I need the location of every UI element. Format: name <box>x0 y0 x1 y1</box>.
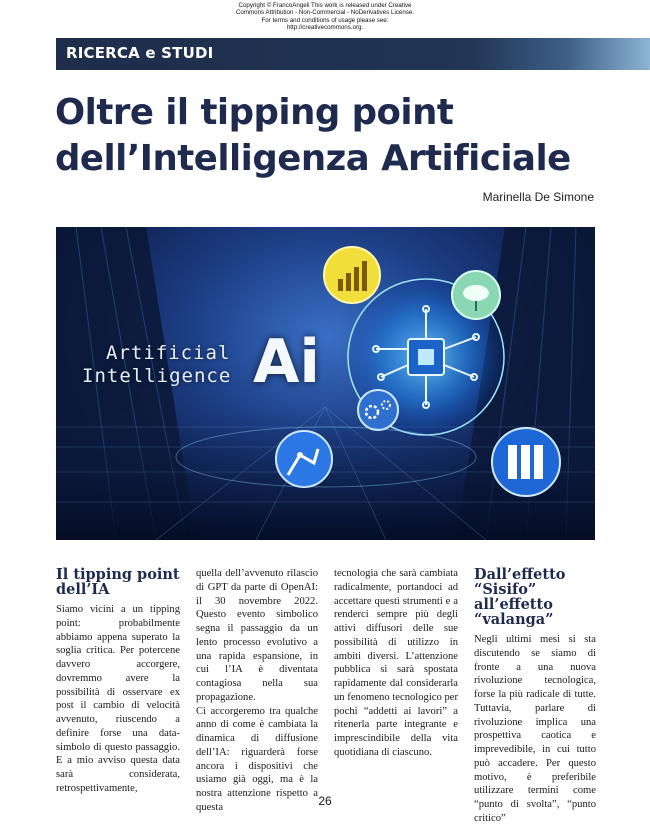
hero-image <box>56 227 595 540</box>
column-2-paragraph-1: quella dell’avvenuto rilascio di GPT da parte di OpenAI: il 30 novembre 2022. Questo evento simbolico segna il passaggio da un lento processo evolutivo a una rapida espansione, in cui l’IA è diventata contagiosa nella sua propagazione. <box>196 568 318 703</box>
chart-bubble-icon <box>324 247 380 303</box>
section-label: RICERCA e STUDI <box>66 44 214 62</box>
column-4-text: Negli ultimi mesi si sta discutendo se siamo di fronte a una nuova rivoluzione tecnologica, forse la più radicale di tutte. Tuttavia, parlare di rivoluzione implica una prospettiva caotica e imprevedibile, in cui tutto può accadere. Per questo motivo, è preferibile utilizzare termini come “punto di svolta”, “punto critico” <box>474 634 596 824</box>
copyright-line-1: Copyright © FrancoAngeli This work is released under Creative <box>238 2 412 9</box>
copyright-line-2: Commons Attribution - Non-Commercial - NoDerivatives License. <box>235 9 415 17</box>
robot-arm-bubble-icon <box>276 431 332 487</box>
gear-bubble-icon <box>358 390 398 430</box>
article-column-3 <box>334 567 458 760</box>
column-1-text: Siamo vicini a un tipping point: probabilmente abbiamo appena superato la soglia critica. Per potercene davvero accorgere, dovremmo avere la possibilità di osservare ex post il cambio di velocità avvenuto, riuscendo a definire forse una data-simbolo di questo passaggio. E a mio avviso questa data sarà considerata, retrospettivamente, <box>56 604 180 794</box>
article-column-4 <box>474 567 596 826</box>
copyright-line-3: For terms and conditions of usage please see: <box>261 16 389 24</box>
page-number: 26 <box>318 794 332 808</box>
hero-text-intelligence: Intelligence <box>82 365 232 387</box>
article-title <box>55 90 615 182</box>
cloud-bubble-icon <box>452 271 500 319</box>
title-line-1: Oltre il tipping point <box>55 92 454 133</box>
section-banner <box>56 38 650 70</box>
article-column-1 <box>56 567 180 796</box>
copyright-line-4: http://creativecommons.org. <box>286 24 364 32</box>
article-author: Marinella De Simone <box>482 190 594 204</box>
column-3-text: tecnologia che sarà cambiata radicalmente, portandoci ad accettare questi strumenti e a renderci sempre più degli attivi diffusori delle sue possibilità di utilizzo in ambiti diversi. L’attenzione pubblica si sarà spostata rapidamente dal considerarla un fenomeno tecnologico per pochi “addetti ai lavori” a ritenerla parte integrante e imprescindibile della vita quotidiana di ciascuno. <box>334 568 458 758</box>
article-column-2 <box>196 567 318 815</box>
section-heading-sisifo: Dall’effetto “Sisifo” all’effetto “valanga” <box>474 566 566 628</box>
column-2-paragraph-2: Ci accorgeremo tra qualche anno di come è cambiata la dinamica di diffusione dell’IA: riguarderà forse ancora i dispositivi che usiamo già oggi, ma è la nostra attenzione rispetto a questa <box>196 705 318 813</box>
hero-text-ai: Ai <box>253 327 321 397</box>
server-bubble-icon <box>492 428 560 496</box>
section-heading-tipping-point: Il tipping point dell’IA <box>56 566 180 598</box>
title-line-2: dell’Intelligenza Artificiale <box>55 138 571 179</box>
hero-text-artificial: Artificial <box>106 342 231 364</box>
copyright-notice <box>175 2 475 32</box>
